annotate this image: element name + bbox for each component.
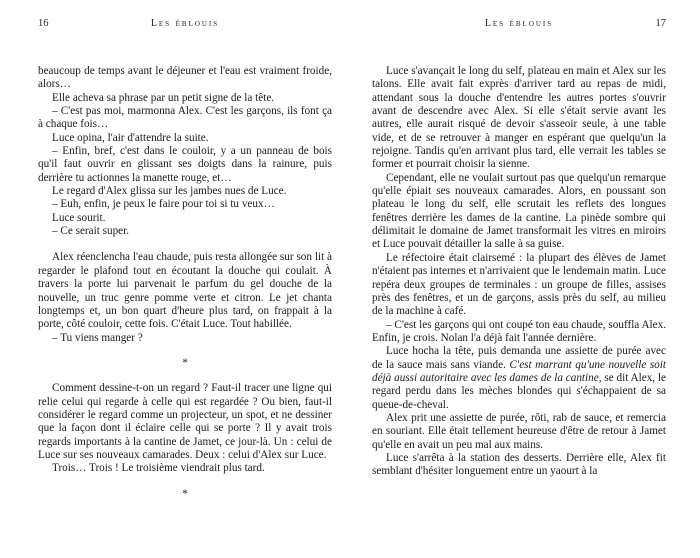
paragraph: Trois… Trois ! Le troisième viendrait plus tard. xyxy=(52,462,265,475)
running-title: Les éblouis xyxy=(150,18,220,29)
running-title: Les éblouis xyxy=(484,18,554,29)
dialogue-line: – C'est les garçons qui ont coupé ton eau chaude, souffla Alex. Enfin, je crois. Nolan l'a déjà fait l'année dernière. xyxy=(372,318,666,344)
dialogue-line: – C'est pas moi, marmonna Alex. C'est les garçons, ils font ça à chaque fois… xyxy=(38,105,332,131)
page-body-right xyxy=(372,65,666,479)
paragraph: Elle acheva sa phrase par un petit signe de la tête. xyxy=(52,91,275,104)
paragraph: Luce opina, l'air d'attendre la suite. xyxy=(52,131,209,144)
dialogue-line: – Enfin, bref, c'est dans le couloir, y a un panneau de bois qu'il faut ouvrir en glissant ses doigts dans la rainure, puis derrière tu actionnes la manette rouge, et… xyxy=(38,145,332,184)
paragraph: Cependant, elle ne voulait surtout pas que quelqu'un remarque qu'elle épiait ses nouveaux camarades. Alors, en poussant son plateau le long du self, elle scrutait les reflets des longues fenêtres derrière les dames de la cantine. La pinède sombre qui délimitait le domaine de Jamet transformait les vitres en miroirs et Luce pouvait détailler la salle à sa guise. xyxy=(372,171,666,251)
paragraph: Le regard d'Alex glissa sur les jambes nues de Luce. xyxy=(52,185,287,198)
paragraph: Alex prit une assiette de purée, rôti, rab de sauce, et remercia en souriant. Elle était tellement heureuse d'être de retour à Jamet qu'elle en avait un peu mal aux mains. xyxy=(372,411,666,451)
thought-post: se dit Alex, le regard perdu dans les mèches blondes qui s'échappaient de sa queue-de-cheval. xyxy=(372,371,666,411)
page-number-left: 16 xyxy=(38,18,49,29)
dialogue-line: – Ce serait super. xyxy=(52,225,130,238)
paragraph: Luce sourit. xyxy=(52,211,106,224)
dialogue-line: – Tu viens manger ? xyxy=(52,331,143,344)
paragraph: Comment dessine-t-on un regard ? Faut-il tracer une ligne qui relie celui qui regarde à celle qui est regardée ? Ou bien, faut-il considérer le regard comme un projecteur, un spot, et ne dessiner que la façon dont il éclaire celle qui se porte ? Il y avait trois regards importants à la cantine de Jamet, ce jour-là. Un : celui de Luce sur ses nouveaux camarades. Deux : celui d'Alex sur Luce. xyxy=(38,382,332,461)
paragraph: Le réfectoire était clairsemé : la plupart des élèves de Jamet n'étaient pas internes et n'arrivaient que le lendemain matin. Luce repéra deux groupes de terminales : un groupe de filles, assises près des fenêtres, et un de garçons, assis près du self, au milieu de la machine à café. xyxy=(372,251,666,318)
paragraph: beaucoup de temps avant le déjeuner et l'eau est vraiment froide, alors… xyxy=(38,65,332,91)
section-break: * xyxy=(182,487,188,500)
thought-pre: Luce hocha la tête, puis demanda une assiette de purée avec de la sauce mais sans viande. xyxy=(372,345,666,371)
running-head-left xyxy=(38,18,332,32)
section-break: * xyxy=(182,356,188,369)
page-right xyxy=(350,0,700,558)
dialogue-line: – Euh, enfin, je peux le faire pour toi si tu veux… xyxy=(52,198,275,211)
inner-thought-italic: C'est marrant qu'une nouvelle soit déjà aussi autoritaire avec les dames de la cantine, xyxy=(372,358,666,384)
paragraph-with-inner-thought xyxy=(372,345,666,412)
page-number-right: 17 xyxy=(655,18,666,29)
paragraph: Alex réenclencha l'eau chaude, puis resta allongée sur son lit à regarder le plafond tout en écoutant la douche qui coulait. À travers la porte lui parvenait le parfum du gel douche de la nouvelle, un truc genre pomme verte et citron. Le jet chanta longtemps et, un bon quart d'heure plus tard, on frappait à la porte, côté couloir, cette fois. C'était Luce. Tout habillée. xyxy=(38,251,332,331)
paragraph: Luce s'avançait le long du self, plateau en main et Alex sur les talons. Elle avait fait exprès d'arriver tard au repas de midi, attendant sous la douche d'entendre les autres portes s'ouvrir avant de descendre avec Alex. Si elle s'était servie avant les autres, elle aurait risqué de devoir s'asseoir seule, à une table vide, et de se retrouver à manger en espérant que quelqu'un la rejoigne. Tandis qu'en arrivant plus tard, elle verrait les tables se former et pourrait choisir la sienne. xyxy=(372,65,666,171)
paragraph: Luce s'arrêta à la station des desserts. Derrière elle, Alex fit semblant d'hésiter longuement entre un yaourt à la xyxy=(372,451,666,478)
page-body-left xyxy=(38,65,332,501)
running-head-right xyxy=(372,18,666,32)
